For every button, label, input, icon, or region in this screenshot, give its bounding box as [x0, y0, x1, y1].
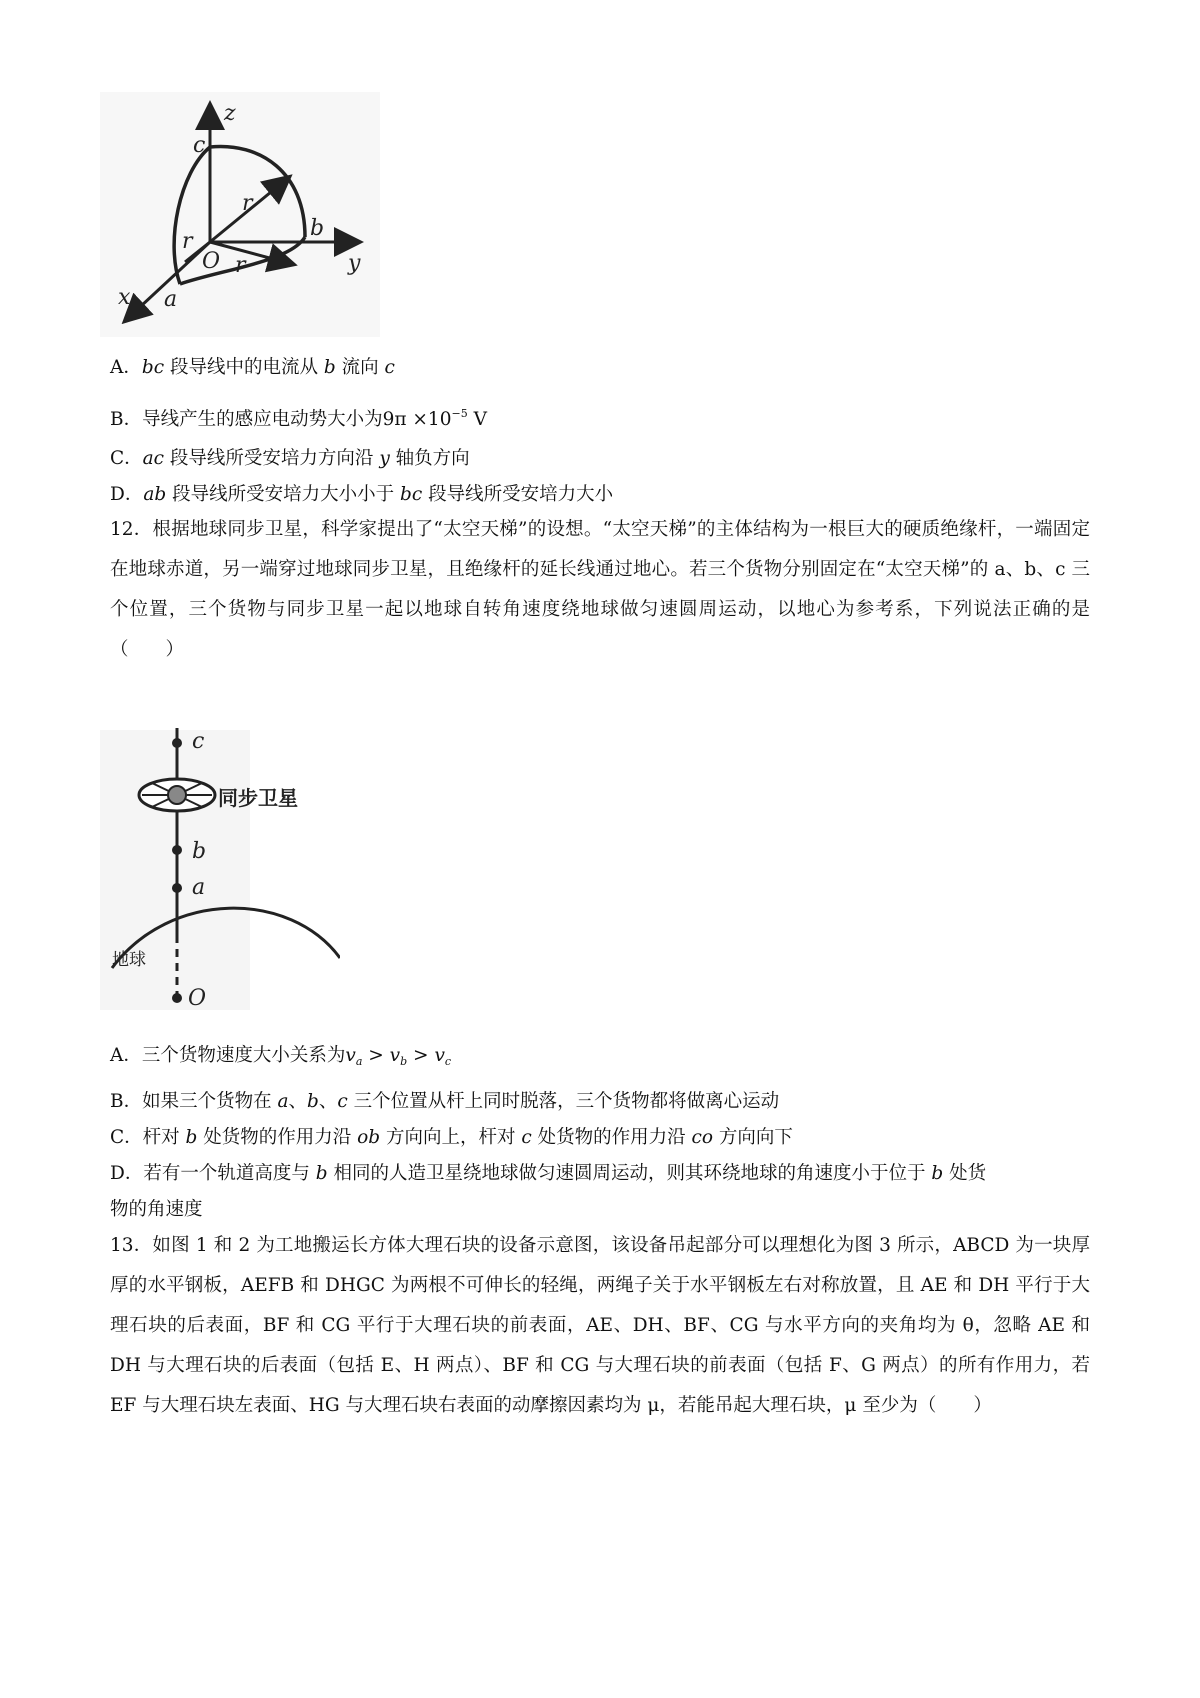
operator: > [407, 1045, 435, 1066]
formula-exponent: −5 [451, 407, 468, 420]
var: c [384, 357, 395, 378]
label-y: y [348, 251, 361, 276]
label-O: O [202, 249, 221, 274]
wire-diagram [100, 92, 380, 337]
separator: 、 [288, 1091, 308, 1112]
var: v [434, 1045, 445, 1066]
var: ac [142, 448, 165, 469]
figure-space-elevator [100, 710, 340, 1010]
option-text: 段导线所受安培力大小小于 [166, 484, 400, 505]
var: c [521, 1127, 532, 1148]
var: v [345, 1045, 356, 1066]
q12-option-a [110, 1042, 1090, 1076]
option-letter: B． [110, 409, 143, 430]
subscript: a [355, 1055, 363, 1068]
option-text: 流向 [335, 357, 385, 378]
label-O: O [188, 986, 207, 1010]
subscript: c [444, 1055, 452, 1068]
var: v [389, 1045, 401, 1066]
label-c: c [193, 133, 206, 158]
formula: 9π ×10 [382, 409, 452, 430]
label-r-3: r [182, 229, 193, 254]
var: c [337, 1091, 348, 1112]
option-text: 轴负方向 [389, 448, 470, 469]
label-a: a [192, 875, 206, 900]
q11-option-a [110, 354, 1090, 382]
option-text: 处货物的作用力沿 [197, 1127, 358, 1148]
label-b: b [310, 216, 325, 241]
var: bc [141, 357, 165, 378]
var: b [307, 1091, 319, 1112]
option-text: 段导线所受安培力大小 [422, 484, 614, 505]
separator: 、 [318, 1091, 338, 1112]
option-text: 杆对 [142, 1127, 186, 1148]
option-text: 导线产生的感应电动势大小为 [142, 409, 383, 430]
label-z: z [224, 101, 236, 126]
elevator-diagram [100, 710, 340, 1010]
point-a [172, 883, 182, 893]
option-text: 相同的人造卫星绕地球做匀速圆周运动，则其环绕地球的角速度小于位于 [327, 1163, 932, 1184]
option-text: 方向向上，杆对 [380, 1127, 522, 1148]
var: ob [357, 1127, 381, 1148]
q12-option-c [110, 1124, 1090, 1152]
q12-option-d-line2: 物的角速度 [110, 1199, 203, 1220]
var: a [277, 1091, 289, 1112]
q11-option-b [110, 400, 1090, 434]
option-letter: B． [110, 1091, 143, 1112]
var: y [379, 448, 390, 469]
figure-wire-quarter-circle [100, 92, 380, 337]
option-letter: C． [110, 448, 143, 469]
option-text: 方向向下 [713, 1127, 793, 1148]
subscript: b [400, 1055, 408, 1068]
label-earth: 地球 [112, 950, 146, 970]
option-text: 段导线中的电流从 [164, 357, 324, 378]
q11-option-d [110, 481, 1090, 509]
q12-stem: 12．根据地球同步卫星，科学家提出了“太空天梯”的设想。“太空天梯”的主体结构为一根巨大的硬质绝缘杆，一端固定在地球赤道，另一端穿过地球同步卫星，且绝缘杆的延长线通过地心。若三个货物分别固定在“太空天梯”的 a、b、c 三个位置，三个货物与同步卫星一起以地球自转角速度绕地球做匀速圆周运动，以地心为参考系，下列说法正确的是（ ） [110, 519, 1090, 660]
option-text: 处货物的作用力沿 [531, 1127, 692, 1148]
var: b [315, 1163, 328, 1184]
formula-unit: V [467, 409, 487, 430]
option-letter: A． [110, 357, 142, 378]
var: bc [399, 484, 423, 505]
label-a: a [164, 287, 178, 312]
option-text: 段导线所受安培力方向沿 [164, 448, 380, 469]
label-x: x [118, 285, 131, 310]
point-b [172, 845, 182, 855]
option-letter: D． [110, 1163, 144, 1184]
q12-option-b [110, 1088, 1090, 1116]
var: b [931, 1163, 944, 1184]
option-text: 若有一个轨道高度与 [143, 1163, 316, 1184]
point-c [172, 738, 182, 748]
option-text: 如果三个货物在 [142, 1091, 278, 1112]
operator: > [362, 1045, 390, 1066]
option-text: 三个位置从杆上同时脱落，三个货物都将做离心运动 [347, 1091, 780, 1112]
q12-option-d [110, 1160, 1090, 1188]
option-letter: A． [110, 1045, 142, 1066]
label-c: c [192, 729, 205, 754]
option-text: 处货 [943, 1163, 987, 1184]
var: b [185, 1127, 198, 1148]
label-r-1: r [242, 191, 253, 216]
option-text: 三个货物速度大小关系为 [141, 1045, 346, 1066]
point-O [172, 993, 182, 1003]
var: ab [143, 484, 167, 505]
option-letter: C． [110, 1127, 143, 1148]
var: b [323, 357, 336, 378]
var: co [691, 1127, 714, 1148]
label-b: b [192, 839, 207, 864]
option-letter: D． [110, 484, 144, 505]
q13-stem: 13．如图 1 和 2 为工地搬运长方体大理石块的设备示意图，该设备吊起部分可以理想化为图 3 所示，ABCD 为一块厚厚的水平钢板，AEFB 和 DHGC 为两根不可伸长的轻绳，两绳子关于水平钢板左右对称放置，且 AE 和 DH 平行于大理石块的后表面，BF 和 CG 平行于大理石块的前表面，AE、DH、BF、CG 与水平方向的夹角均为 θ，忽略 AE 和 DH 与大理石块的后表面（包括 E、H 两点）、BF 和 CG 与大理石块的前表面（包括 F、G 两点）的所有作用力，若 EF 与大理石块左表面、HG 与大理石块右表面的动摩擦因素均为 μ，若能吊起大理石块，μ 至少为（ ） [110, 1235, 1090, 1416]
q11-option-c [110, 445, 1090, 473]
label-r-2: r [235, 253, 246, 278]
label-satellite: 同步卫星 [218, 786, 298, 810]
